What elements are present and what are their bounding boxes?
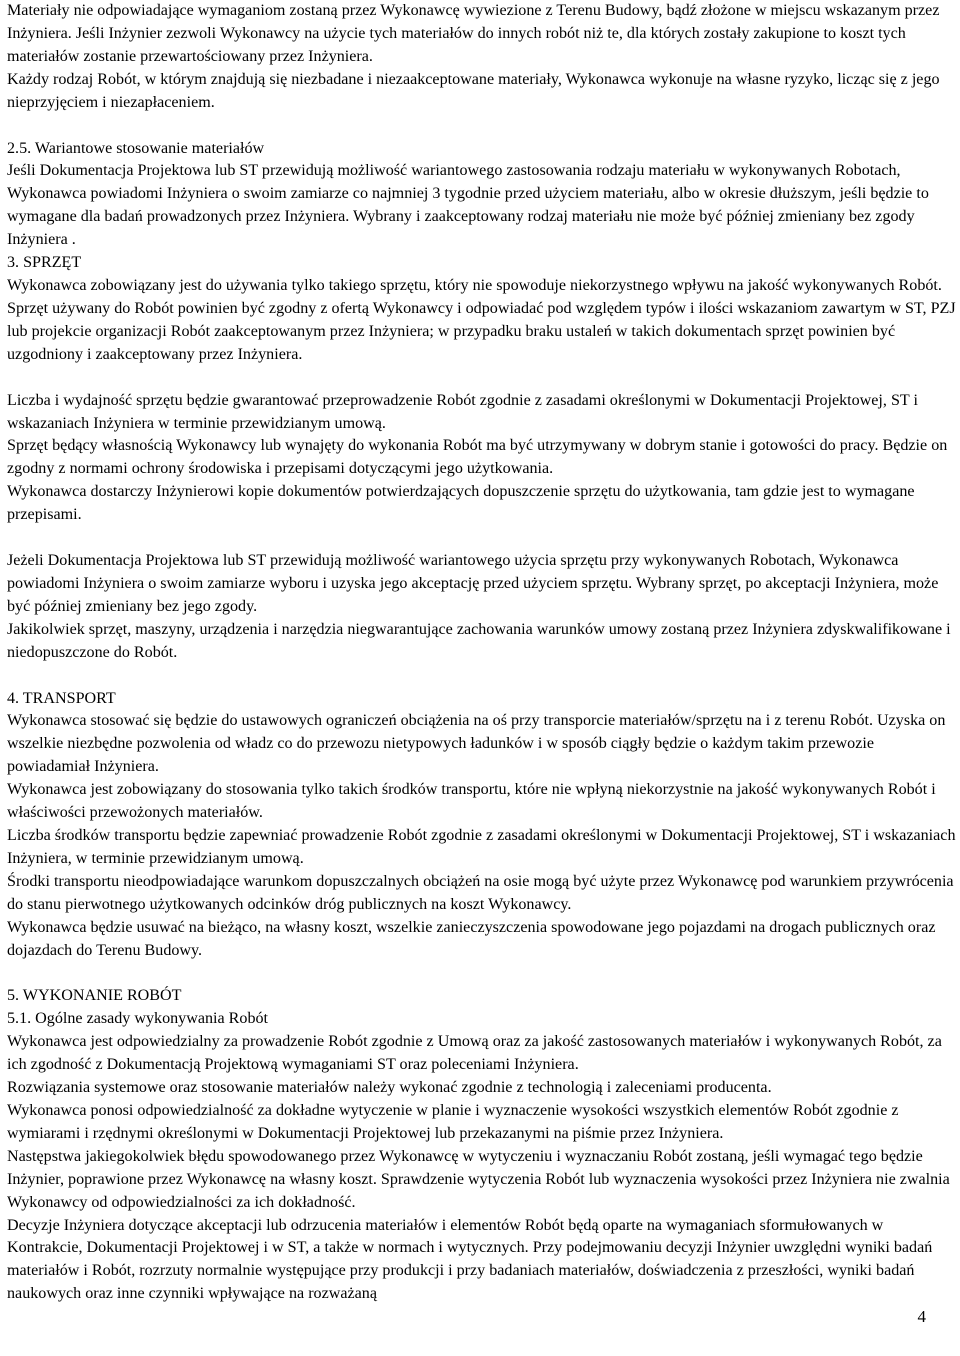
section-heading: 5. WYKONANIE ROBÓT — [7, 987, 182, 1005]
paragraph-block-transport — [7, 688, 957, 963]
paragraph: Jeżeli Dokumentacja Projektowa lub ST przewidują możliwość wariantowego użycia sprzętu przy wykonywanych Robotach, Wykonawca powiadomi Inżyniera o swoim zamiarze wyboru i uzyska jego akceptację przed użyciem sprzętu. Wybrany sprzęt, po akceptacji Inżyniera, może być później zmieniany bez jego zgody. — [7, 552, 939, 615]
subsection-heading: 5.1. Ogólne zasady wykonywania Robót — [7, 1010, 269, 1028]
paragraph: Każdy rodzaj Robót, w którym znajdują się niezbadane i niezaakceptowane materiały, Wykonawca wykonuje na własne ryzyko, licząc się z jego nieprzyjęciem i niezapłaceniem. — [7, 70, 940, 111]
paragraph-gap — [7, 665, 957, 688]
paragraph: Jeśli Dokumentacja Projektowa lub ST przewidują możliwość wariantowego zastosowania rodzaju materiału w wykonywanych Robotach, Wykonawca powiadomi Inżyniera o swoim zamiarze co najmniej 3 tygodnie przed użyciem materiału, albo w okresie dłuższym, jeśli będzie to wymagane dla badań prowadzonych przez Inżyniera. Wybrany i zaakceptowany rodzaj materiału nie może być później zmieniany bez zgody Inżyniera . — [7, 162, 929, 249]
paragraph: Wykonawca jest zobowiązany do stosowania tylko takich środków transportu, które nie wpłyną niekorzystnie na jakość wykonywanych Robót i właściwości przewożonych materiałów. — [7, 781, 936, 822]
paragraph: Wykonawca dostarczy Inżynierowi kopie dokumentów potwierdzających dopuszczenie sprzętu do użytkowania, tam gdzie jest to wymagane przepisami. — [7, 483, 915, 524]
section-heading: 2.5. Wariantowe stosowanie materiałów — [7, 139, 265, 157]
paragraph: Wykonawca ponosi odpowiedzialność za dokładne wytyczenie w planie i wyznaczenie wysokości wszystkich elementów Robót zgodnie z wymiarami i rzędnymi określonymi w Dokumentacji Projektowej lub przekazanymi na piśmie przez Inżyniera. — [7, 1101, 899, 1142]
paragraph: Jakikolwiek sprzęt, maszyny, urządzenia i narzędzia niegwarantujące zachowania warunków umowy zostaną przez Inżyniera zdyskwalifikowane i niedopuszczone do Robót. — [7, 620, 951, 661]
paragraph-gap — [7, 962, 957, 985]
section-heading: 4. TRANSPORT — [7, 689, 116, 707]
paragraph: Rozwiązania systemowe oraz stosowanie materiałów należy wykonać zgodnie z technologią i zaleceniami producenta. — [7, 1079, 772, 1097]
paragraph-block-materials-rejection — [7, 0, 957, 115]
page-number: 4 — [917, 1307, 926, 1326]
paragraph: Liczba i wydajność sprzętu będzie gwarantować przeprowadzenie Robót zgodnie z zasadami określonymi w Dokumentacji Projektowej, ST i wskazaniach Inżyniera w terminie przewidzianym umową. — [7, 391, 918, 432]
paragraph-gap — [7, 527, 957, 550]
paragraph: Wykonawca zobowiązany jest do używania tylko takiego sprzętu, który nie spowoduje niekorzystnego wpływu na jakość wykonywanych Robót. Sprzęt używany do Robót powinien być zgodny z ofertą Wykonawcy i odpowiadać pod względem typów i ilości wskazaniom zawartym w ST, PZJ lub projekcie organizacji Robót zaakceptowanym przez Inżyniera; w przypadku braku ustaleń w takich dokumentach sprzęt powinien być uzgodniony i zaakceptowany przez Inżyniera. — [7, 276, 956, 363]
paragraph: Liczba środków transportu będzie zapewniać prowadzenie Robót zgodnie z zasadami określonymi w Dokumentacji Projektowej, ST i wskazaniach Inżyniera, w terminie przewidzianym umową. — [7, 827, 956, 867]
paragraph: Następstwa jakiegokolwiek błędu spowodowanego przez Wykonawcę w wytyczeniu i wyznaczaniu Robót zostaną, jeśli wymagać tego będzie Inżynier, poprawione przez Wykonawcę na własny koszt. Sprawdzenie wytyczenia Robót lub wyznaczenia wysokości przez Inżyniera nie zwalnia Wykonawcy od odpowiedzialności za ich dokładność. — [7, 1147, 950, 1211]
paragraph: Wykonawca stosować się będzie do ustawowych ograniczeń obciążenia na oś przy transporcie materiałów/sprzętu na i z terenu Robót. Uzyska on wszelkie niezbędne pozwolenia od władz co do przewozu nietypowych ładunków i w sposób ciągły będzie o każdym takim przewozie powiadamiał Inżyniera. — [7, 712, 946, 776]
paragraph-block-variant-materials-equipment — [7, 138, 957, 367]
paragraph-block-variant-equipment — [7, 550, 957, 665]
paragraph: Wykonawca będzie usuwać na bieżąco, na własny koszt, wszelkie zanieczyszczenia spowodowane jego pojazdami na drogach publicznych oraz dojazdach do Terenu Budowy. — [7, 918, 936, 959]
section-heading: 3. SPRZĘT — [7, 254, 82, 272]
paragraph: Decyzje Inżyniera dotyczące akceptacji lub odrzucenia materiałów i elementów Robót będą oparte na wymaganiach sformułowanych w Kontrakcie, Dokumentacji Projektowej i w ST, a także w normach i wytycznych. Przy podejmowaniu decyzji Inżynier uwzględni wyniki badań materiałów i Robót, rozrzuty normalnie występujące przy produkcji i przy badaniach materiałów, doświadczenia z przeszłości, wyniki badań naukowych oraz inne czynniki wpływające na rozważaną — [7, 1216, 933, 1303]
paragraph: Sprzęt będący własnością Wykonawcy lub wynajęty do wykonania Robót ma być utrzymywany w dobrym stanie i gotowości do pracy. Będzie on zgodny z normami ochrony środowiska i przepisami dotyczącymi jego użytkowania. — [7, 437, 948, 478]
paragraph: Wykonawca jest odpowiedzialny za prowadzenie Robót zgodnie z Umową oraz za jakość zastosowanych materiałów i wykonywanych Robót, za ich zgodność z Dokumentacją Projektową wymaganiami ST oraz poleceniami Inżyniera. — [7, 1033, 942, 1074]
paragraph-block-equipment-capacity — [7, 390, 957, 527]
document-page — [7, 0, 957, 1306]
paragraph: Środki transportu nieodpowiadające warunkom dopuszczalnych obciążeń na osie mogą być użyte przez Wykonawcę pod warunkiem przywrócenia do stanu pierwotnego użytkowanych odcinków dróg publicznych na koszt Wykonawcy. — [7, 872, 954, 913]
paragraph-gap — [7, 367, 957, 390]
paragraph-gap — [7, 115, 957, 138]
paragraph: Materiały nie odpowiadające wymaganiom zostaną przez Wykonawcę wywiezione z Terenu Budowy, bądź złożone w miejscu wskazanym przez Inżyniera. Jeśli Inżynier zezwoli Wykonawcy na użycie tych materiałów do innych robót niż te, dla których zostały zakupione to koszt tych materiałów zostanie przewartościowany przez Inżyniera. — [7, 2, 940, 65]
paragraph-block-works-execution — [7, 985, 957, 1306]
